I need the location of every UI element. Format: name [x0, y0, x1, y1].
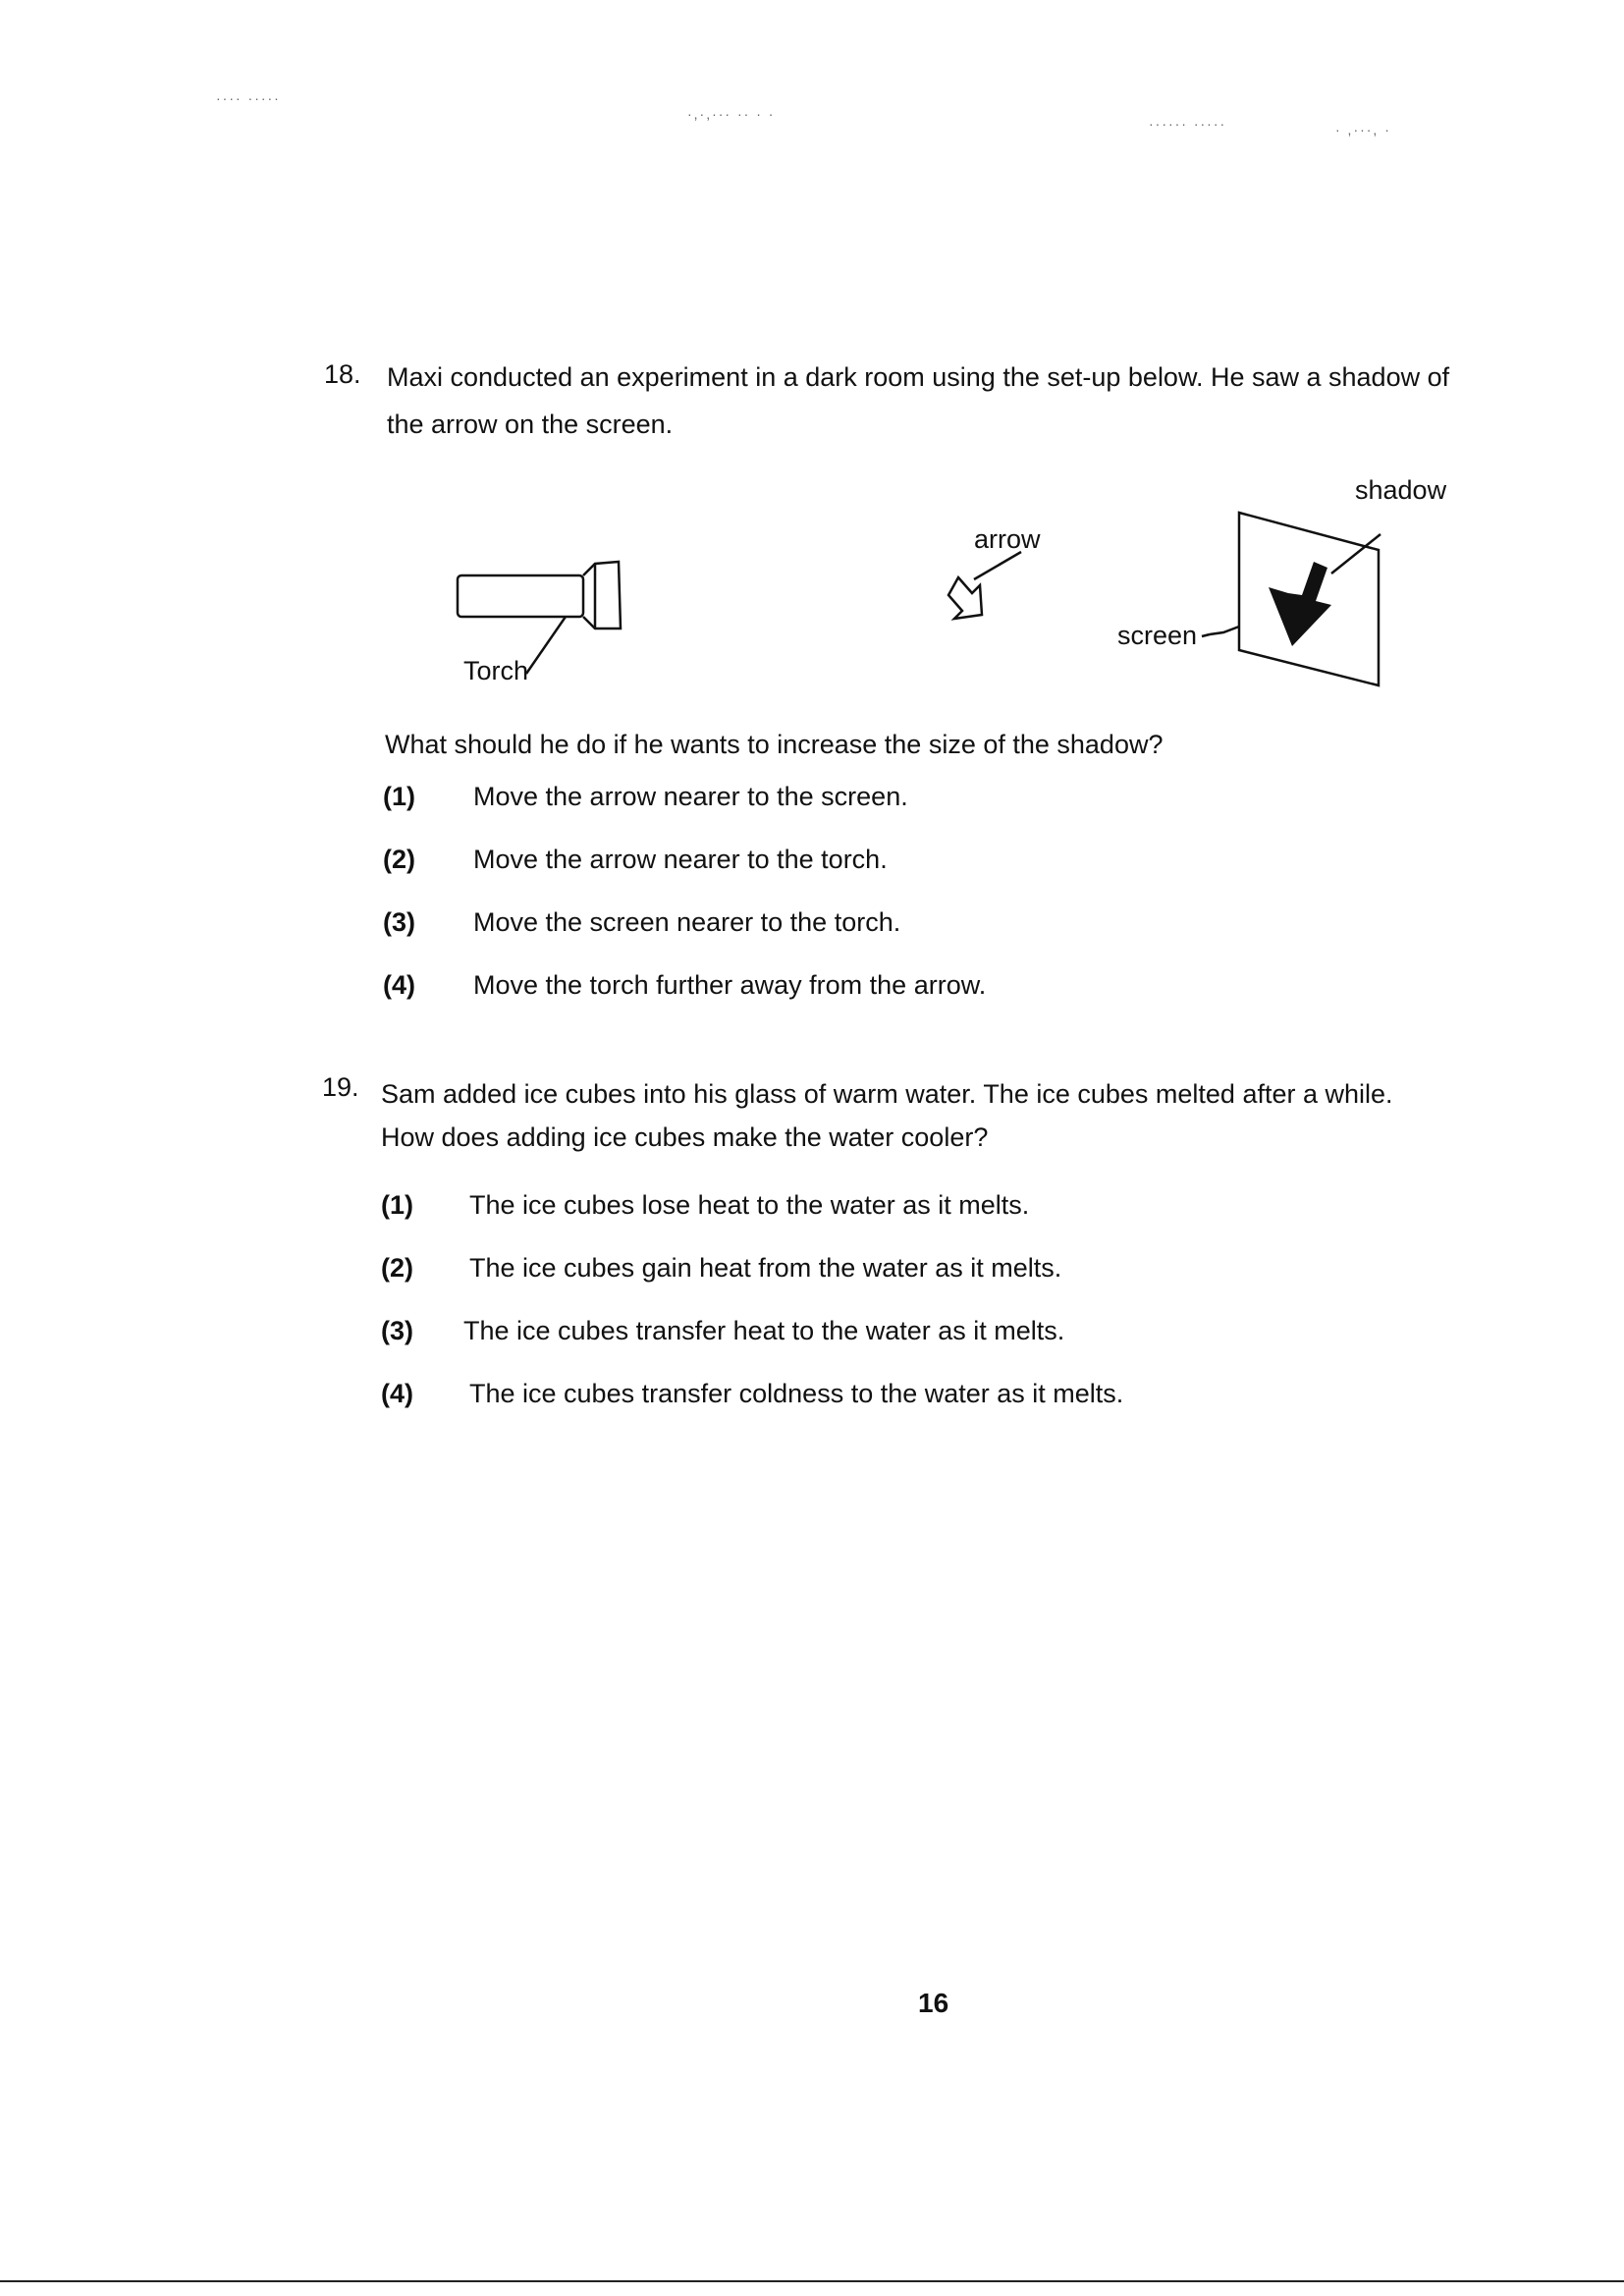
option-text: The ice cubes transfer heat to the water as it melts. [463, 1316, 1065, 1345]
question-19-number: 19. [322, 1072, 359, 1102]
scan-speck: ·,·,··· ·· · · [687, 106, 776, 122]
option-label: (2) [383, 845, 415, 874]
question-19-line1: Sam added ice cubes into his glass of warm water. The ice cubes melted after a while. [381, 1079, 1393, 1109]
arrow-object-icon [948, 552, 1021, 619]
question-18-line1: Maxi conducted an experiment in a dark room using the set-up below. He saw a shadow of [387, 362, 1450, 392]
scan-speck: ···· ····· [216, 90, 281, 106]
option-text: The ice cubes lose heat to the water as it melts. [469, 1190, 1030, 1220]
screen-label: screen [1117, 621, 1198, 650]
shadow-icon [1269, 534, 1380, 646]
option-text: Move the arrow nearer to the torch. [473, 845, 888, 874]
diagram-drawing [0, 0, 1624, 746]
question-18-line2: the arrow on the screen. [387, 410, 674, 439]
option-text: Move the screen nearer to the torch. [473, 907, 901, 937]
scan-speck: · ,···, · [1335, 122, 1391, 137]
option-label: (4) [383, 970, 415, 1000]
scan-speck: ······ ····· [1149, 116, 1227, 132]
option-text: Move the arrow nearer to the screen. [473, 782, 908, 811]
torch-icon [458, 562, 621, 674]
option-label: (2) [381, 1253, 413, 1283]
option-label: (4) [381, 1379, 413, 1408]
question-18-number: 18. [324, 359, 361, 389]
option-label: (1) [383, 782, 415, 811]
option-text: Move the torch further away from the arrow. [473, 970, 987, 1000]
question-19-line2: How does adding ice cubes make the water cooler? [381, 1122, 989, 1152]
option-label: (3) [383, 907, 415, 937]
question-18-prompt: What should he do if he wants to increase the size of the shadow? [385, 730, 1164, 759]
option-label: (1) [381, 1190, 413, 1220]
scan-border-line [0, 2280, 1624, 2282]
option-text: The ice cubes transfer coldness to the water as it melts. [469, 1379, 1124, 1408]
shadow-label: shadow [1355, 475, 1447, 505]
option-text: The ice cubes gain heat from the water as it melts. [469, 1253, 1062, 1283]
torch-label: Torch [463, 656, 529, 685]
page-number: 16 [918, 1988, 949, 2018]
arrow-label: arrow [974, 524, 1041, 554]
option-label: (3) [381, 1316, 413, 1345]
